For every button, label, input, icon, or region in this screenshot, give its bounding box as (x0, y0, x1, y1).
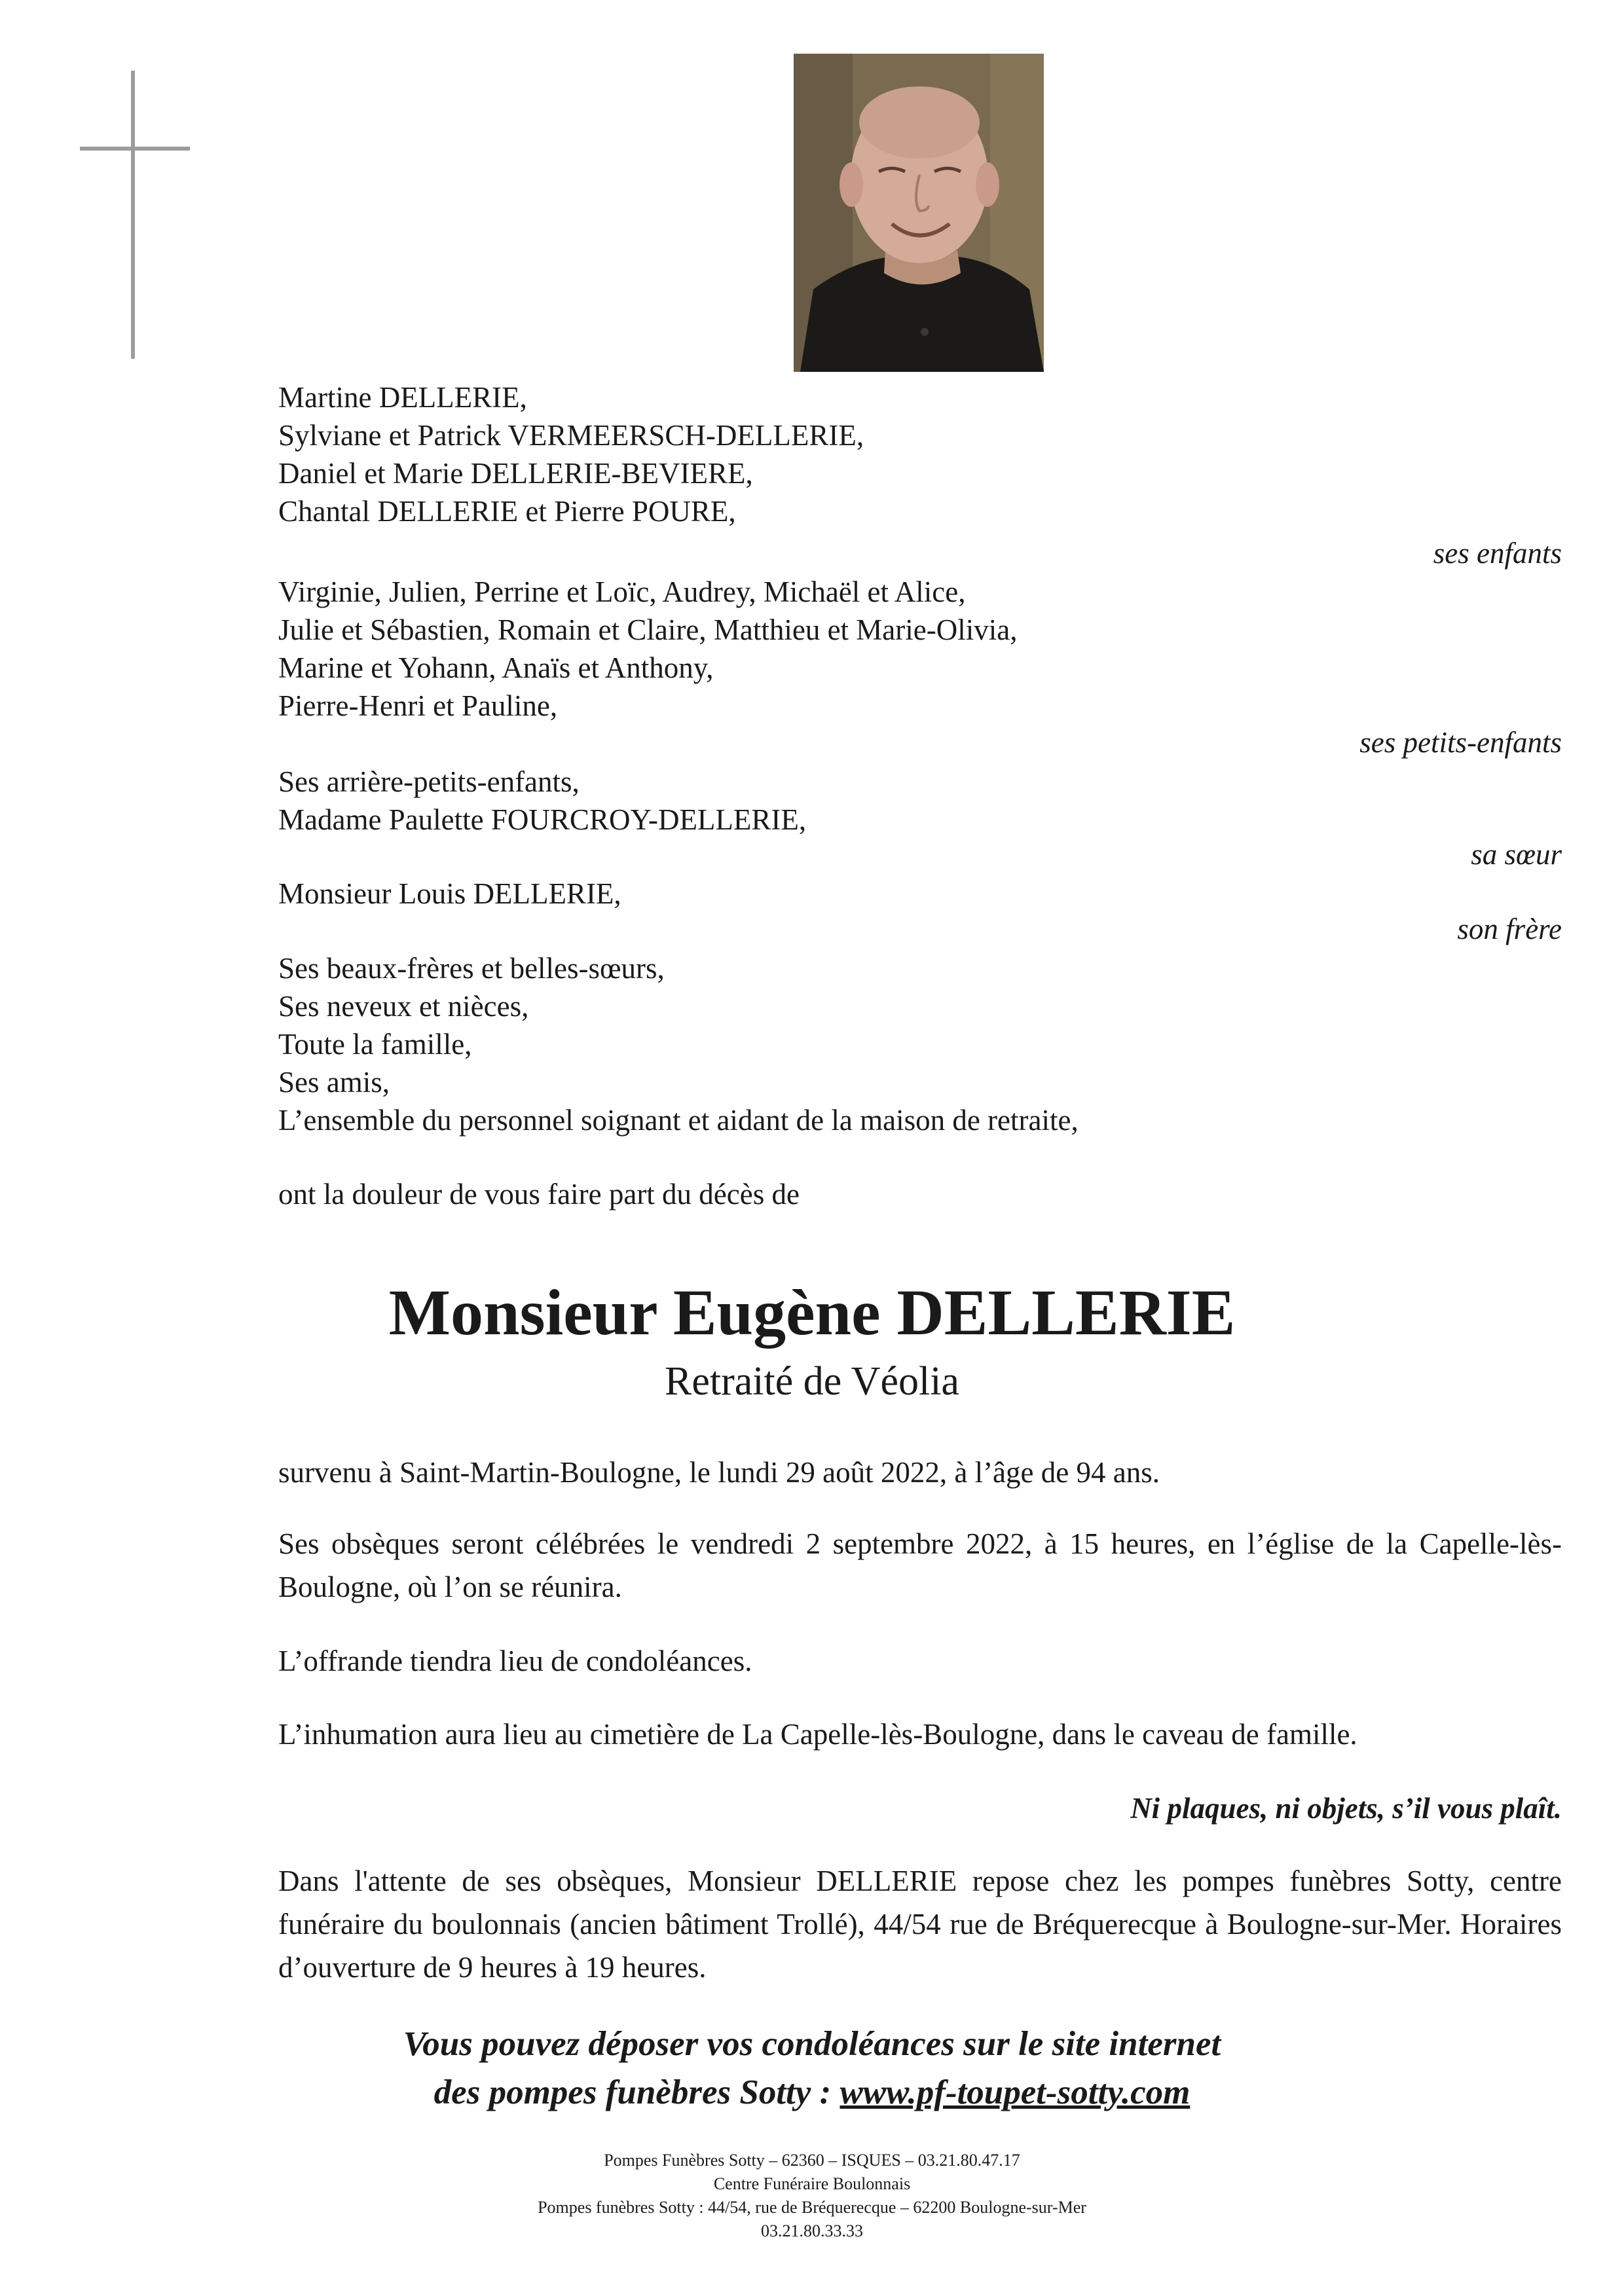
death-details: survenu à Saint-Martin-Boulogne, le lundi 29 août 2022, à l’âge de 94 ans. (278, 1456, 1160, 1489)
others-line: Ses beaux-frères et belles-sœurs, (278, 952, 665, 985)
condolences-prefix: des pompes funèbres Sotty : (434, 2073, 840, 2111)
children-role: ses enfants (1433, 537, 1562, 570)
footer-line-3: Pompes funèbres Sotty : 44/54, rue de Bréquerecque – 62200 Boulogne-sur-Mer (538, 2198, 1086, 2217)
grandchild-line: Virginie, Julien, Perrine et Loïc, Audrey, Michaël et Alice, (278, 575, 966, 608)
others-line: L’ensemble du personnel soignant et aidant de la maison de retraite, (278, 1104, 1079, 1137)
footer-line-1: Pompes Funèbres Sotty – 62360 – ISQUES – 03.21.80.47.17 (604, 2151, 1020, 2170)
portrait-photo (794, 54, 1044, 372)
condolences-line-1: Vous pouvez déposer vos condoléances sur le site internet (403, 2025, 1221, 2063)
funeral-details: Ses obsèques seront célébrées le vendredi 2 septembre 2022, à 15 heures, en l’église de la Capelle-lès-Boulogne, où l’on se réunira. (278, 1527, 1562, 1603)
grandchild-line: Marine et Yohann, Anaïs et Anthony, (278, 651, 714, 684)
condolences-link[interactable]: www.pf-toupet-sotty.com (840, 2073, 1190, 2111)
others-line: Ses amis, (278, 1066, 390, 1099)
cross-icon-bar (80, 147, 190, 151)
no-flowers-notice: Ni plaques, ni objets, s’il vous plaît. (1130, 1792, 1562, 1825)
rest-details: Dans l'attente de ses obsèques, Monsieur DELLERIE repose chez les pompes funèbres Sotty, centre funéraire du boulonnais (ancien bâtiment Trollé), 44/54 rue de Bréquerecque à Boulogne-sur-Mer. Horaires d’ouverture de 9 heures à 19 heures. (278, 1865, 1562, 1984)
sister-line: Madame Paulette FOURCROY-DELLERIE, (278, 803, 807, 836)
cross-icon (131, 71, 135, 359)
grandchild-line: Pierre-Henri et Pauline, (278, 689, 558, 722)
deceased-subtitle: Retraité de Véolia (665, 1359, 959, 1404)
announcement: ont la douleur de vous faire part du décès de (278, 1178, 800, 1211)
grandchild-line: Julie et Sébastien, Romain et Claire, Matthieu et Marie-Olivia, (278, 613, 1018, 646)
others-line: Ses neveux et nièces, (278, 990, 529, 1023)
deceased-name: Monsieur Eugène DELLERIE (388, 1276, 1236, 1349)
condolences-block (0, 2020, 1624, 2117)
child-line: Sylviane et Patrick VERMEERSCH-DELLERIE, (278, 419, 864, 452)
footer-line-2: Centre Funéraire Boulonnais (713, 2174, 911, 2193)
offering-details: L’offrande tiendra lieu de condoléances. (278, 1645, 752, 1677)
sister-role: sa sœur (1471, 838, 1562, 871)
child-line: Martine DELLERIE, (278, 381, 527, 414)
grandchildren-role: ses petits-enfants (1359, 726, 1562, 759)
condolences-line-2 (0, 2068, 1624, 2117)
burial-details: L’inhumation aura lieu au cimetière de La Capelle-lès-Boulogne, dans le caveau de famille. (278, 1718, 1357, 1751)
great-grandchildren-line: Ses arrière-petits-enfants, (278, 765, 580, 798)
brother-line: Monsieur Louis DELLERIE, (278, 877, 621, 910)
child-line: Chantal DELLERIE et Pierre POURE, (278, 495, 736, 528)
others-line: Toute la famille, (278, 1028, 472, 1061)
footer (0, 2149, 1624, 2243)
child-line: Daniel et Marie DELLERIE-BEVIERE, (278, 457, 753, 490)
footer-line-4: 03.21.80.33.33 (761, 2221, 863, 2240)
brother-role: son frère (1457, 913, 1562, 945)
